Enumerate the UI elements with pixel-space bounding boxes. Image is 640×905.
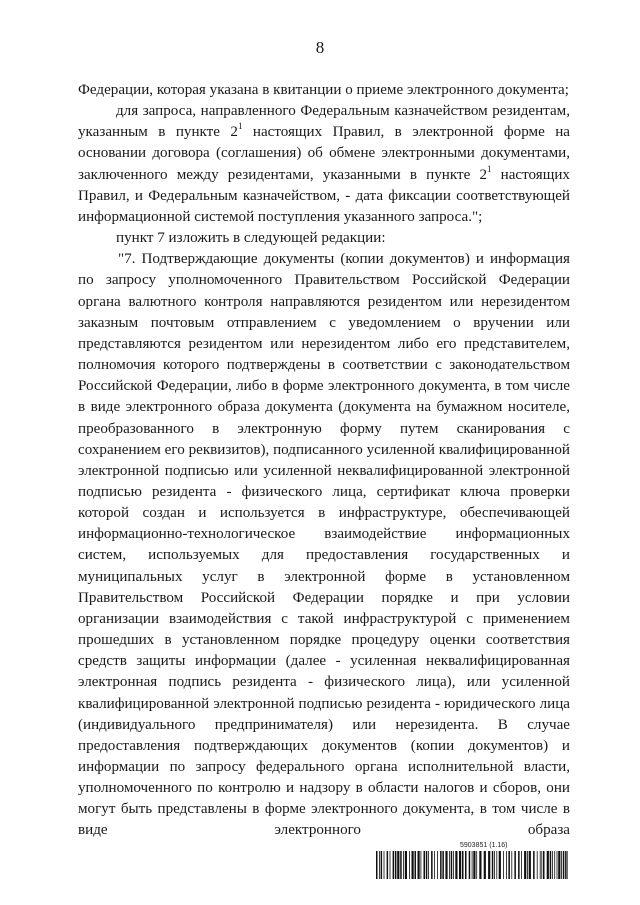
- superscript-2: 1: [487, 163, 492, 174]
- barcode-id: 5903851 (1.16): [460, 842, 508, 849]
- page-number: 8: [315, 38, 325, 57]
- paragraph-2: [78, 101, 570, 228]
- paragraph-2-part-c: настоящих Правил, и Федеральным казначейством, - дата фиксации соответствующей информационной системой поступления указанного запроса.";: [78, 166, 570, 225]
- barcode: [376, 851, 568, 879]
- superscript-1: 1: [237, 121, 243, 132]
- paragraph-2-part-b: настоящих Правил, в электронной форме на основании договора (соглашения) об обмене электронными документами, заключенного между резидентами, указанными в пункте 2: [78, 124, 570, 183]
- document-body: [78, 80, 570, 842]
- paragraph-3: пункт 7 изложить в следующей редакции:: [116, 230, 386, 247]
- paragraph-1: Федерации, которая указана в квитанции о приеме электронного документа;: [78, 82, 569, 98]
- paragraph-4: "7. Подтверждающие документы (копии документов) и информация по запросу уполномоченного Правительством Российской Федерации органа валютного контроля направляются резидентом или нерезидентом заказным почтовым отправлением с уведомлением о вручении или представляются резидентом или нерезидентом либо его представителем, полномочия которого подтверждены в соответствии с законодательством Российской Федерации, либо в форме электронного документа, в том числе в виде электронного образа документа (документа на бумажном носителе, преобразованного в электронную форму путем сканирования с сохранением его реквизитов), подписанного усиленной квалифицированной электронной подписью или усиленной неквалифицированной электронной подписью резидента - физического лица, сертификат ключа проверки которой создан и используется в инфраструктуре, обеспечивающей информационно-технологическое взаимодействие информационных систем, используемых для предоставления государственных и муниципальных услуг в электронной форме в установленном Правительством Российской Федерации порядке и при условии организации взаимодействия с такой инфраструктурой с применением прошедших в установленном порядке процедуру оценки соответствия средств защиты информации (далее - усиленная неквалифицированная электронная подпись резидента - физического лица), или усиленной квалифицированной электронной подписью резидента - юридического лица (индивидуального предпринимателя) или нерезидента. В случае предоставления подтверждающих документов (копии документов) и информации по запросу федерального органа исполнительной власти, уполномоченного по контролю и надзору в области налогов и сборов, они могут быть представлены в форме электронного документа, в том числе в виде электронного образа: [78, 251, 570, 839]
- paragraph-2-part-a: для запроса, направленного Федеральным казначейством резидентам, указанным в пункте 2: [78, 103, 570, 141]
